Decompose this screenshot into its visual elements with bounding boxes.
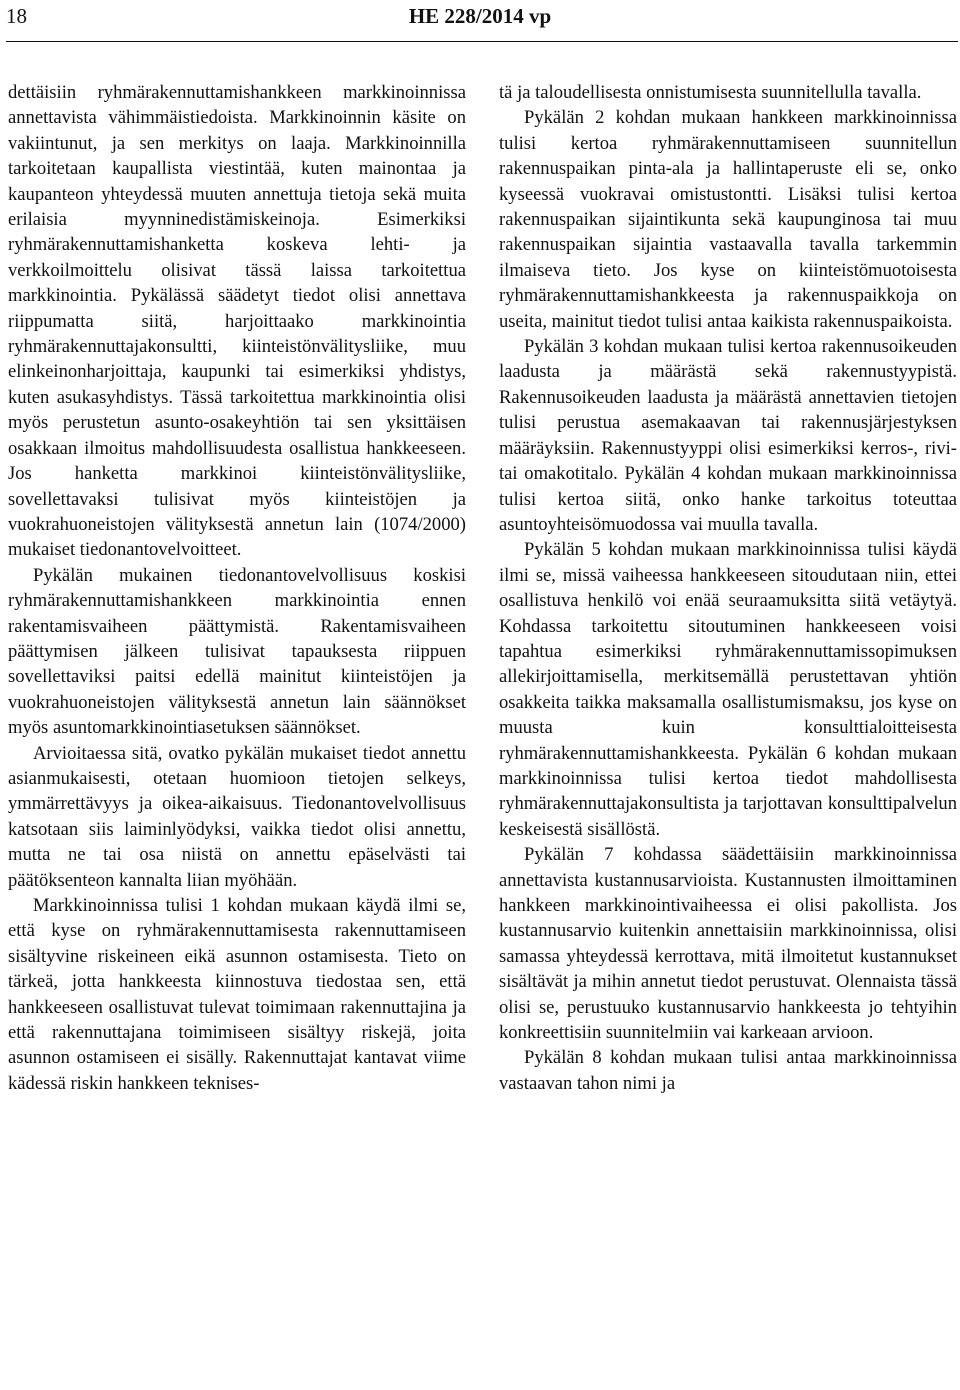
page-number: 18 [6, 4, 27, 28]
paragraph: Arvioitaessa sitä, ovatko pykälän mukaiset tiedot annettu asianmukaisesti, otetaan huomioon tietojen selkeys, ymmärrettävyys ja oikea-aikaisuus. Tiedonantovelvollisuus katsotaan siis laiminlyödyksi, vaikka tiedot olisi annettu, mutta ne tai osa niistä on annettu epäselvästi tai päätöksenteon kannalta liian myöhään. [8, 742, 466, 891]
paragraph: Pykälän 7 kohdassa säädettäisiin markkinoinnissa annettavista kustannusarvioista. Kustannusten ilmoittaminen hankkeen markkinointivaiheessa ei olisi pakollista. Jos kustannusarvio kuitenkin annettaisiin markkinoinnissa, olisi samassa yhteydessä kerrottava, mitä ilmoitetut kustannukset sisältävät ja mihin annetut tiedot perustuvat. Olennaista tässä olisi se, perustuuko kustannusarvio hankkeesta jo tehtyihin konkreettisiin suunnitelmiin vai karkeaan arvioon. [499, 844, 957, 1044]
paragraph: Pykälän 2 kohdan mukaan hankkeen markkinoinnissa tulisi kertoa ryhmärakennuttamiseen suunnitellun rakennuspaikan pinta-ala ja hallintaperuste eli se, onko kyseessä vuokravai omistustontti. Lisäksi tulisi kertoa rakennuspaikan sijaintikunta sekä kaupunginosa tai muu rakennuspaikan sijaintia vastaavalla tavalla tarkemmin ilmaiseva tieto. Jos kyse on kiinteistömuotoisesta ryhmärakennuttamishankkeesta ja rakennuspaikkoja on useita, mainitut tiedot tulisi antaa kaikista rakennuspaikoista. [499, 107, 957, 332]
paragraph: tä ja taloudellisesta onnistumisesta suunnitellulla tavalla. [499, 82, 922, 103]
left-column [8, 80, 466, 1096]
paragraph: Pykälän 5 kohdan mukaan markkinoinnissa tulisi käydä ilmi se, missä vaiheessa hankkeeseen sitoudutaan niin, ettei osallistuva henkilö voi enää seuraamuksitta siitä vetäytyä. Kohdassa tarkoitettu sitoutuminen hankkeeseen voisi tapahtua esimerkiksi ryhmärakennuttamissopimuksen allekirjoittamisella, merkitsemällä perustettavan yhtiön osakkeita taikka maksamalla osallistumismaksu, jos kyse on muusta kuin konsulttialoitteisesta ryhmärakennuttamishankkeesta. Pykälän 6 kohdan mukaan markkinoinnissa tulisi kertoa tiedot mahdollisesta ryhmärakennuttajakonsultista ja tarjottavan konsulttipalvelun keskeisestä sisällöstä. [499, 539, 957, 840]
page-header [0, 0, 960, 40]
paragraph: Pykälän mukainen tiedonantovelvollisuus koskisi ryhmärakennuttamishankkeen markkinointia ennen rakentamisvaiheen päättymistä. Rakentamisvaiheen päättymisen jälkeen tulisivat tapauksesta riippuen sovellettaviksi paitsi edellä mainitut kiinteistöjen ja vuokrahuoneistojen välityksestä annetun lain säännökset myös asuntomarkkinointiasetuksen säännökset. [8, 564, 466, 739]
paragraph: Markkinoinnissa tulisi 1 kohdan mukaan käydä ilmi se, että kyse on ryhmärakennuttamisesta rakennuttamiseen sisältyvine riskeineen eikä asunnon ostamisesta. Tieto on tärkeä, jotta hankkeesta kiinnostuva tiedostaa sen, että hankkeeseen osallistuvat tulevat toimimaan rakennuttajina ja että rakennuttajana toimimiseen sisältyy riskejä, joita asunnon ostamiseen ei sisälly. Rakennuttajat kantavat viime kädessä riskin hankkeen teknises- [8, 895, 466, 1094]
paragraph: Pykälän 8 kohdan mukaan tulisi antaa markkinoinnissa vastaavan tahon nimi ja [499, 1047, 957, 1094]
header-divider [6, 41, 958, 42]
right-column [499, 80, 957, 1096]
document-id: HE 228/2014 vp [408, 4, 552, 28]
paragraph: Pykälän 3 kohdan mukaan tulisi kertoa rakennusoikeuden laadusta ja määrästä sekä rakennustyypistä. Rakennusoikeuden laadusta ja määrästä annettavien tietojen tulisi perustua asemakaavan tai rakennusjärjestyksen määräyksiin. Rakennustyyppi olisi esimerkiksi kerros-, rivi- tai omakotitalo. Pykälän 4 kohdan mukaan markkinoinnissa tulisi kertoa siitä, onko hanke tarkoitus toteuttaa asuntoyhteisömuodossa vai muulla tavalla. [499, 336, 957, 535]
paragraph: dettäisiin ryhmärakennuttamishankkeen markkinoinnissa annettavista vähimmäistiedoista. Markkinoinnin käsite on vakiintunut, ja sen merkitys on laaja. Markkinoinnilla tarkoitetaan kaupallista viestintää, kuten mainontaa ja kaupanteon yhteydessä muuten annettuja tietoja sekä muita erilaisia myynninedistämiskeinoja. Esimerkiksi ryhmärakennuttamishanketta koskeva lehti- ja verkkoilmoittelu olisivat tässä laissa tarkoitettua markkinointia. Pykälässä säädetyt tiedot olisi annettava riippumatta siitä, harjoittaako markkinointia ryhmärakennuttajakonsultti, kiinteistönvälitysliike, muu elinkeinonharjoittaja, kaupunki tai esimerkiksi yhdistys, kuten asukasyhdistys. Tässä tarkoitettua markkinointia olisi myös perustetun asunto-osakeyhtiön tai sen yksittäisen osakkaan ilmoitus mahdollisuudesta osallistua hankkeeseen. Jos hanketta markkinoi kiinteistönvälitysliike, sovellettavaksi tulisivat myös kiinteistöjen ja vuokrahuoneistojen välityksestä annetun lain (1074/2000) mukaiset tiedonantovelvoitteet. [8, 82, 466, 561]
